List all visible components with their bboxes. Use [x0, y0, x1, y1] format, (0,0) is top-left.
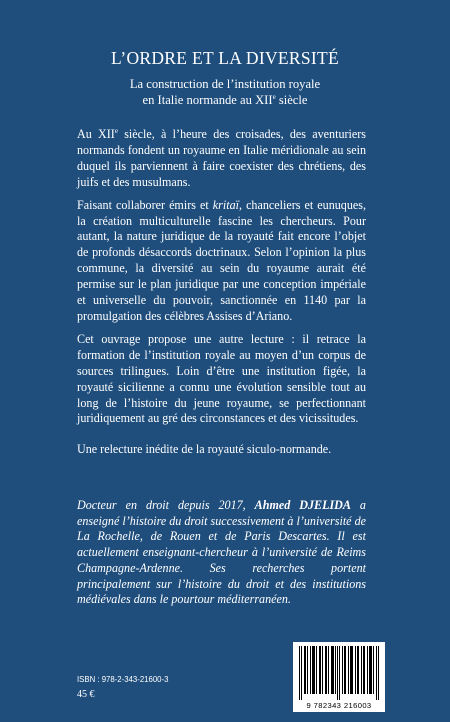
subtitle-superscript: e: [272, 92, 276, 101]
blurb-paragraph-1: [77, 127, 366, 191]
price: 45 €: [77, 689, 95, 700]
p2-text: , chanceliers et eunuques, la création multiculturelle fascine les chercheurs. Pour autant, la nature juridique de la royauté fait encore l’objet de profonds désaccords doctrinaux. Selon l’opinion la plus commune, la diversité au sein du royaume aurait été permise sur le plan juridique par une conception impériale et universelle du pouvoir, sanctionnée en 1140 par la promulgation des célèbres Assises d’Ariano.: [77, 197, 366, 323]
blurb-paragraph-2: [77, 198, 366, 325]
isbn: ISBN : 978-2-343-21600-3: [77, 675, 169, 684]
p1-superscript: e: [114, 126, 118, 135]
p2-italic-term: kritaï: [212, 197, 239, 212]
author-name: Ahmed DJELIDA: [254, 498, 351, 512]
blurb-paragraph-3: Cet ouvrage propose une autre lecture : il retrace la formation de l’institution royale au moyen d’un corpus de sources trilingues. Loin d’être une institution figée, la royauté sicilienne a connu une évolution sensible tout au long de l’histoire du jeune royaume, se perfectionnant juridiquement au gré des circonstances et des vicissitudes.: [77, 331, 366, 426]
bio-pre: Docteur en droit depuis 2017,: [77, 498, 255, 512]
subtitle-line-2: [0, 92, 450, 108]
subtitle-line-1: La construction de l’institution royale: [129, 77, 321, 91]
p1-text: siècle, à l’heure des croisades, des aventuriers normands fondent un royaume en Italie méridionale au sein duquel ils parviennent à faire coexister des chrétiens, des juifs et des musulmans.: [77, 127, 366, 189]
bio-text: a enseigné l’histoire du droit successivement à l’université de La Rochelle, de Rouen et de Paris Descartes. Il est actuellement enseignant-chercheur à l’université de Reims Champagne-Ardenne. Ses recherches portent principalement sur l’histoire du droit et des institutions médiévales dans le pourtour méditerranéen.: [77, 498, 366, 607]
book-subtitle: [0, 76, 450, 108]
p1-pre: Au XII: [77, 127, 115, 141]
barcode: [293, 642, 385, 712]
author-bio: [77, 498, 366, 608]
book-title: L’ORDRE ET LA DIVERSITÉ: [110, 48, 340, 68]
subtitle-text-end: siècle: [275, 93, 308, 107]
blurb: [77, 127, 366, 434]
p2-pre: Faisant collaborer émirs et: [77, 197, 213, 212]
barcode-bars: [297, 646, 381, 700]
barcode-digits: 9 782343 216003: [306, 701, 372, 710]
subtitle-text: en Italie normande au XII: [142, 93, 273, 107]
tagline: Une relecture inédite de la royauté siculo-normande.: [77, 442, 332, 456]
